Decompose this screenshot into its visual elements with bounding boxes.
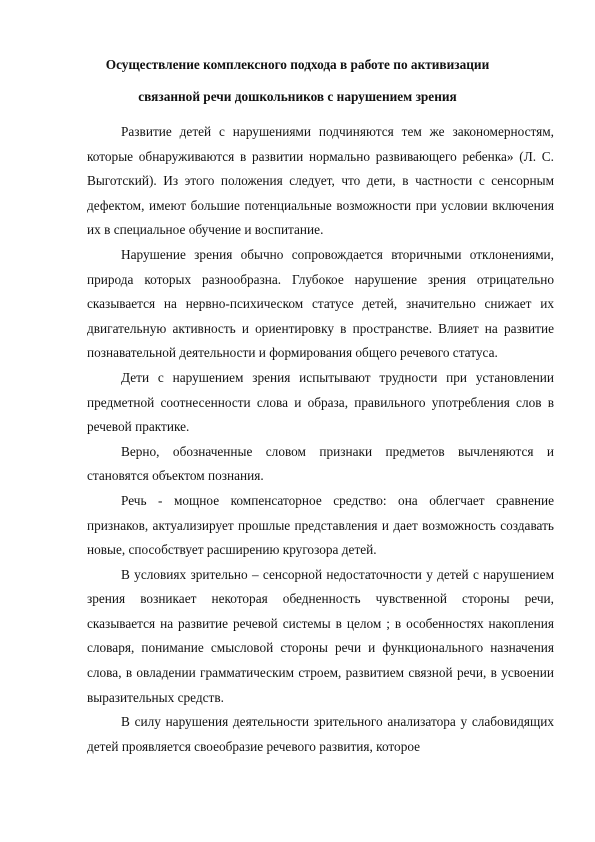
paragraph-2: Нарушение зрения обычно сопровождается вторичными отклонениями, природа которых разнообразна. Глубокое нарушение зрения отрицательно сказывается на нервно-психическом статусе детей, значительно снижает их двигательную активность и ориентировку в пространстве. Влияет на развитие познавательной деятельности и формирования общего речевого статуса. xyxy=(87,246,554,361)
paragraph-7: В силу нарушения деятельности зрительного анализатора у слабовидящих детей проявляется своеобразие речевого развития, которое xyxy=(87,714,554,754)
paragraph-4: Верно, обозначенные словом признаки предметов вычленяются и становятся объектом познания. xyxy=(87,443,554,484)
document-title-line-1: Осуществление комплексного подхода в работе по активизации xyxy=(105,57,490,72)
document-body xyxy=(87,120,554,759)
paragraph-5: Речь - мощное компенсаторное средство: она облегчает сравнение признаков, актуализирует прошлые представления и дает возможность создавать новые, способствует расширению кругозора детей. xyxy=(87,492,554,558)
paragraph-3: Дети с нарушением зрения испытывают трудности при установлении предметной соотнесенности слова и образа, правильного употребления слов в речевой практике. xyxy=(87,369,554,435)
paragraph-6: В условиях зрительно – сенсорной недостаточности у детей с нарушением зрения возникает некоторая обедненность чувственной стороны речи, сказывается на развитие речевой системы в целом ; в особенностях накопления словаря, понимание смысловой стороны речи и функционального назначения слова, в овладении грамматическим строем, развитием связной речи, в усвоении выразительных средств. xyxy=(87,566,554,705)
document-title-line-2: связанной речи дошкольников с нарушением зрения xyxy=(138,89,457,104)
paragraph-1: Развитие детей с нарушениями подчиняются тем же закономерностям, которые обнаруживаются в развитии нормально развивающего ребенка» (Л. С. Выготский). Из этого положения следует, что дети, в частности с сенсорным дефектом, имеют большие потенциальные возможности при условии включения их в специальное обучение и воспитание. xyxy=(87,124,554,238)
